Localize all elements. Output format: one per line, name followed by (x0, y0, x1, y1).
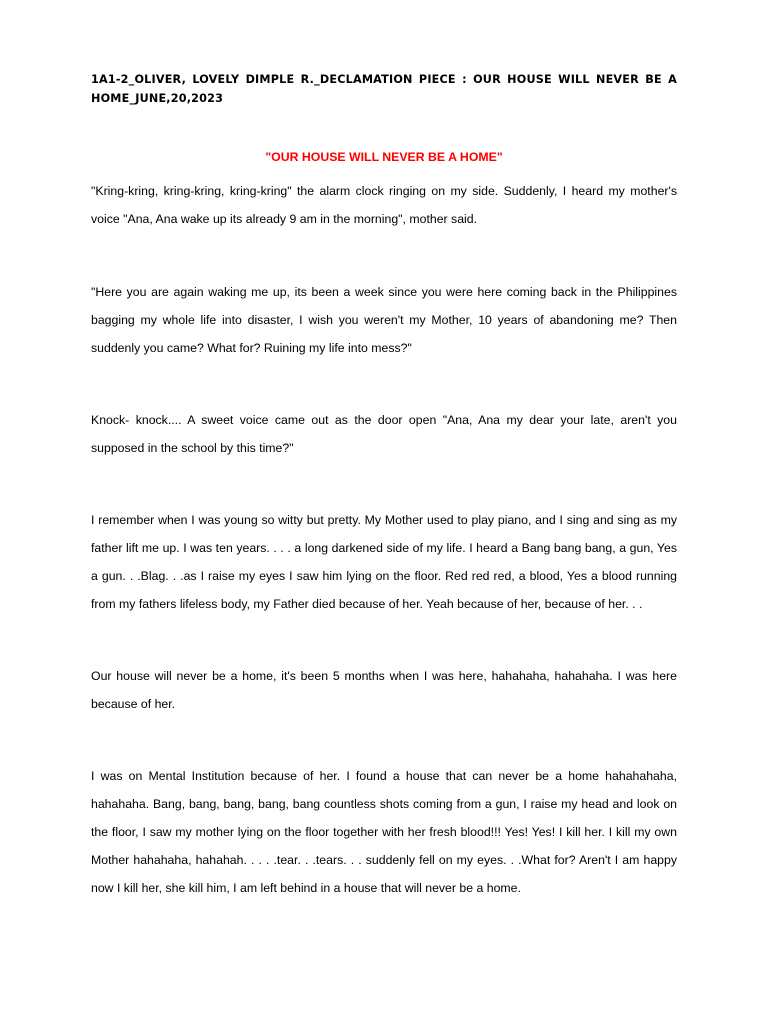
paragraph-3: Knock- knock.... A sweet voice came out as the door open "Ana, Ana my dear your late, aren't you supposed in the school by this time?" (91, 413, 677, 455)
paragraph-6: I was on Mental Institution because of her. I found a house that can never be a home hahahahaha, hahahaha. Bang, bang, bang, bang, bang countless shots coming from a gun, I raise my head and look on the floor, I saw my mother lying on the floor together with her fresh blood!!! Yes! Yes! I kill her. I kill my own Mother hahahaha, hahahah. . . . .tear. . .tears. . . suddenly fell on my eyes. . .What for? Aren't I am happy now I kill her, she kill him, I am left behind in a house that will never be a home. (91, 769, 677, 895)
document-title: "OUR HOUSE WILL NEVER BE A HOME" (265, 150, 503, 164)
paragraph-5: Our house will never be a home, it's been 5 months when I was here, hahahaha, hahahaha. I was here because of her. (91, 669, 677, 711)
paragraph-1: "Kring-kring, kring-kring, kring-kring" the alarm clock ringing on my side. Suddenly, I heard my mother's voice "Ana, Ana wake up its already 9 am in the morning", mother said. (91, 184, 677, 226)
paragraph-4: I remember when I was young so witty but pretty. My Mother used to play piano, and I sing and sing as my father lift me up. I was ten years. . . . a long darkened side of my life. I heard a Bang bang bang, a gun, Yes a gun. . .Blag. . .as I raise my eyes I saw him lying on the floor. Red red red, a blood, Yes a blood running from my fathers lifeless body, my Father died because of her. Yeah because of her, because of her. . . (91, 513, 677, 611)
document-header: 1A1-2_OLIVER, LOVELY DIMPLE R._DECLAMATION PIECE : OUR HOUSE WILL NEVER BE A HOME_JUNE,20,2023 (91, 73, 677, 105)
paragraph-2: "Here you are again waking me up, its been a week since you were here coming back in the Philippines bagging my whole life into disaster, I wish you weren't my Mother, 10 years of abandoning me? Then suddenly you came? What for? Ruining my life into mess?" (91, 285, 677, 355)
